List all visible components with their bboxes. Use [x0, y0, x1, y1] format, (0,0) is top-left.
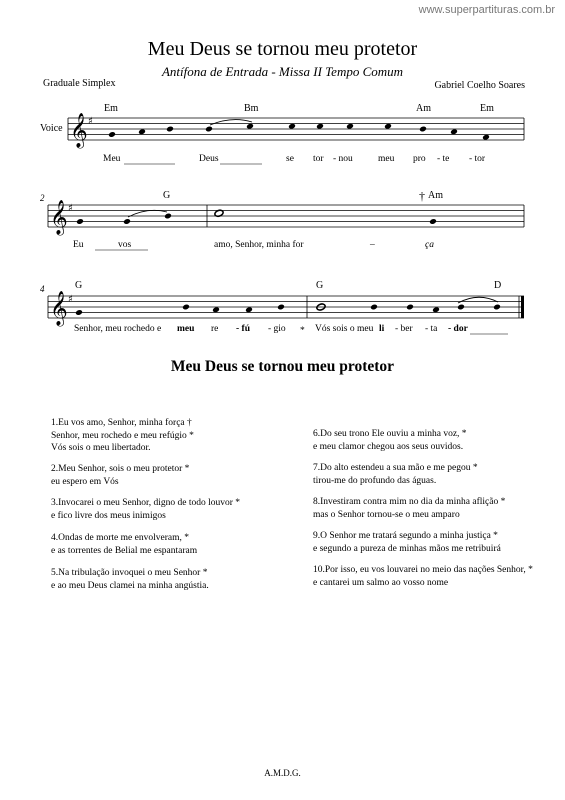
verse-block: 10.Por isso, eu vos louvarei no meio das nações Senhor, * e cantarei um salmo ao vosso nome	[313, 565, 533, 588]
notes-system-2	[76, 213, 437, 225]
lyric-syllable: - fú	[236, 324, 250, 334]
verse-block: 6.Do seu trono Ele ouviu a minha voz, * e meu clamor chegou aos seus ouvidos.	[313, 429, 467, 452]
notes-system-3	[75, 304, 501, 316]
lyric-syllable: - nou	[333, 154, 353, 164]
lyrics-title: Meu Deus se tornou meu protetor	[170, 358, 395, 375]
verse-block: 3.Invocarei o meu Senhor, digno de todo louvor * e fico livre dos meus inimigos	[51, 498, 241, 521]
lyric-syllable: meu	[378, 154, 395, 164]
site-watermark: www.superpartituras.com.br	[418, 4, 555, 16]
lyric-syllable: pro	[413, 154, 426, 164]
breath-mark: †	[419, 189, 425, 203]
lyric-syllable: meu	[177, 324, 195, 334]
verse-block: 8.Investiram contra mim no dia da minha aflição * mas o Senhor tornou-se o meu amparo	[313, 497, 506, 520]
lyric-syllable: amo, Senhor, minha for	[214, 240, 304, 250]
chord-label: Em	[104, 103, 118, 114]
staff-system-2	[48, 205, 524, 227]
verse-block: 2.Meu Senhor, sois o meu protetor * eu espero em Vós	[51, 464, 190, 487]
lyric-syllable: Vós sois o meu	[315, 324, 374, 334]
lyric-syllable: re	[211, 324, 219, 334]
notes-system-1	[108, 123, 490, 141]
slur-3	[458, 297, 498, 303]
verse-block: 7.Do alto estendeu a sua mão e me pegou * tirou-me do profundo das águas.	[313, 463, 478, 486]
score-staves	[0, 0, 565, 350]
slur-1	[210, 120, 252, 125]
staff-system-1	[68, 118, 524, 140]
lyric-syllable: Deus	[199, 154, 219, 164]
key-sharp-1: ♯	[88, 116, 93, 127]
lyric-syllable: - ta	[425, 324, 438, 334]
final-barline	[521, 296, 524, 318]
page-title: Meu Deus se tornou meu protetor	[147, 38, 418, 60]
page-subtitle: Antífona de Entrada - Missa II Tempo Comum	[161, 64, 404, 79]
key-sharp-3: ♯	[68, 294, 73, 305]
lyric-syllable: tor	[313, 154, 324, 164]
chord-label: G	[163, 190, 171, 201]
lyric-syllable: vos	[118, 240, 132, 250]
treble-clef-2: 𝄞	[50, 200, 68, 235]
footer: A.M.D.G.	[264, 768, 301, 778]
chord-label: Am	[416, 103, 431, 114]
lyric-syllable: Senhor, meu rochedo e	[74, 324, 162, 334]
lyric-syllable: - te	[437, 154, 450, 164]
chord-label: G	[316, 280, 324, 291]
voice-label: Voice	[40, 123, 63, 134]
lyric-syllable: li	[379, 324, 385, 334]
system-number: 4	[40, 284, 45, 294]
lyric-syllable: - gio	[268, 324, 286, 334]
treble-clef-3: 𝄞	[50, 291, 68, 326]
system-number: 2	[40, 193, 45, 203]
treble-clef-1: 𝄞	[70, 113, 88, 148]
verse-block: 4.Ondas de morte me envolveram, * e as torrentes de Belial me espantaram	[51, 533, 198, 556]
chord-label: G	[75, 280, 83, 291]
chord-label: D	[494, 280, 502, 291]
composer: Gabriel Coelho Soares	[434, 80, 525, 91]
lyric-syllable: Meu	[103, 154, 121, 164]
lyric-syllable: se	[286, 154, 294, 164]
chord-label: Em	[480, 103, 494, 114]
lyric-syllable: - dor	[448, 324, 468, 334]
lyric-syllable: - ber	[395, 324, 413, 334]
key-sharp-2: ♯	[68, 203, 73, 214]
chord-label: Bm	[244, 103, 259, 114]
lyric-syllable: - tor	[469, 154, 486, 164]
verse-block: 5.Na tribulação invoquei o meu Senhor * e ao meu Deus clamei na minha angústia.	[51, 568, 209, 591]
staff-system-3	[48, 296, 524, 318]
verse-block: 1.Eu vos amo, Senhor, minha força † Senhor, meu rochedo e meu refúgio * Vós sois o meu libertador.	[51, 418, 194, 453]
lyric-syllable: *	[300, 326, 305, 336]
lyric-syllable: Eu	[73, 240, 84, 250]
verse-block: 9.O Senhor me tratará segundo a minha justiça * e segundo a pureza de minhas mãos me retribuirá	[313, 531, 501, 554]
source-label: Graduale Simplex	[43, 78, 116, 89]
lyric-syllable: ça	[425, 240, 434, 250]
chord-label: Am	[428, 190, 443, 201]
lyric-syllable: –	[370, 240, 375, 250]
